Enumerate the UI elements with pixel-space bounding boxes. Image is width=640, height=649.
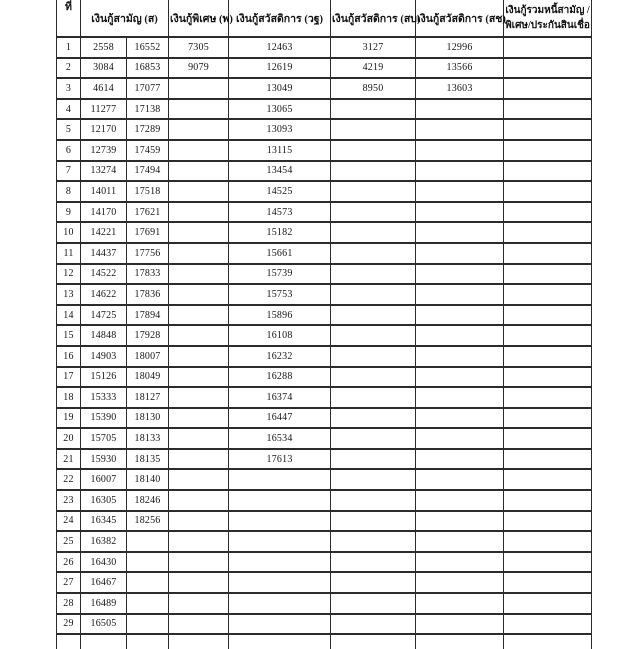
cell-sawatdikan_sc: 13566: [416, 58, 504, 79]
cell-sawatdikan_sc: [416, 264, 504, 285]
cell-piset: [169, 99, 229, 120]
cell-ruam: [504, 264, 592, 285]
table-row: [57, 202, 592, 223]
cell-no: 26: [57, 552, 81, 573]
header-row: [57, 0, 592, 37]
cell-samanya_a: 14725: [81, 305, 127, 326]
cell-sawatdikan_sb: [331, 572, 416, 593]
cell-sawatdikan_sb: [331, 408, 416, 429]
cell-samanya_b: 18246: [127, 490, 169, 511]
cell-sawatdikan_sb: [331, 181, 416, 202]
cell-sawatdikan_sb: [331, 99, 416, 120]
col-header-no: [57, 0, 81, 37]
cell-ruam: [504, 552, 592, 573]
cell-sawatdikan_sc: [416, 284, 504, 305]
cell-piset: 9079: [169, 58, 229, 79]
col-header-samanya: เงินกู้สามัญ (ส): [81, 0, 169, 37]
cell-no: 9: [57, 202, 81, 223]
cell-no: 17: [57, 367, 81, 388]
cell-samanya_a: 2558: [81, 37, 127, 58]
cell-sawatdikan_wt: 12619: [229, 58, 331, 79]
cell-samanya_b: [127, 531, 169, 552]
cell-no: 8: [57, 181, 81, 202]
cell-sawatdikan_wt: 13049: [229, 78, 331, 99]
cell-sawatdikan_sc: [416, 469, 504, 490]
cell-samanya_b: 18007: [127, 346, 169, 367]
col-header-piset: เงินกู้พิเศษ (พ): [169, 0, 229, 37]
cell-piset: [169, 511, 229, 532]
cell-sawatdikan_sb: [331, 140, 416, 161]
col-header-no-label: ที่: [65, 1, 72, 13]
cell-samanya_a: 16467: [81, 572, 127, 593]
cell-samanya_b: 17621: [127, 202, 169, 223]
table-row: [57, 408, 592, 429]
cell-sawatdikan_sb: [331, 346, 416, 367]
cell-sawatdikan_sb: [331, 367, 416, 388]
cell-samanya_b: 18256: [127, 511, 169, 532]
cell-piset: [169, 222, 229, 243]
table-row: [57, 490, 592, 511]
cell-no: 21: [57, 449, 81, 470]
cell-samanya_b: 16552: [127, 37, 169, 58]
cell-ruam: [504, 428, 592, 449]
table-row: [57, 78, 592, 99]
cell-piset: [169, 202, 229, 223]
cell-sawatdikan_sc: [416, 572, 504, 593]
cell-ruam: [504, 511, 592, 532]
cell-piset: [169, 428, 229, 449]
cell-samanya_a: 16505: [81, 614, 127, 635]
cell-no: 20: [57, 428, 81, 449]
cell-sawatdikan_sb: [331, 593, 416, 614]
cell-samanya_a: 16305: [81, 490, 127, 511]
cell-sawatdikan_sc: [416, 511, 504, 532]
cell-sawatdikan_sb: [331, 202, 416, 223]
cell-samanya_b: 17756: [127, 243, 169, 264]
cell-sawatdikan_sc: [416, 325, 504, 346]
cell-sawatdikan_sb: [331, 490, 416, 511]
cell-samanya_b: 17077: [127, 78, 169, 99]
table-row: [57, 387, 592, 408]
cell-piset: [169, 264, 229, 285]
cell-samanya_a: 16345: [81, 511, 127, 532]
cell-sawatdikan_sc: [416, 140, 504, 161]
cell-sawatdikan_wt: [229, 552, 331, 573]
cell-sawatdikan_wt: 13093: [229, 119, 331, 140]
cell-ruam: [504, 58, 592, 79]
cell-samanya_a: 14848: [81, 325, 127, 346]
cell-piset: [169, 305, 229, 326]
cell-samanya_a: 4614: [81, 78, 127, 99]
table-row: [57, 325, 592, 346]
cell-no: 5: [57, 119, 81, 140]
cell-sawatdikan_wt: [229, 593, 331, 614]
cell-sawatdikan_wt: 15896: [229, 305, 331, 326]
cell-no: 24: [57, 511, 81, 532]
cell-sawatdikan_wt: 17613: [229, 449, 331, 470]
table-row: [57, 264, 592, 285]
cell-ruam: [504, 490, 592, 511]
cell-sawatdikan_wt: [229, 572, 331, 593]
cell-sawatdikan_sb: [331, 119, 416, 140]
cell-piset: [169, 469, 229, 490]
cell-sawatdikan_wt: 13454: [229, 161, 331, 182]
cell-sawatdikan_sc: 12996: [416, 37, 504, 58]
cell-samanya_a: 15930: [81, 449, 127, 470]
cell-sawatdikan_sb: 3127: [331, 37, 416, 58]
cell-sawatdikan_sb: [331, 264, 416, 285]
loan-table: [56, 0, 592, 649]
cell-no: 13: [57, 284, 81, 305]
table-body: [57, 37, 592, 634]
cell-no: 16: [57, 346, 81, 367]
table-row: [57, 119, 592, 140]
cell-no: 23: [57, 490, 81, 511]
table-row: [57, 531, 592, 552]
cell-sawatdikan_sb: [331, 449, 416, 470]
cell-sawatdikan_sb: 4219: [331, 58, 416, 79]
cell-sawatdikan_wt: [229, 531, 331, 552]
cell-samanya_a: 15390: [81, 408, 127, 429]
cell-ruam: [504, 531, 592, 552]
table-body-partial: [57, 634, 592, 649]
cell-sawatdikan_sb: [331, 511, 416, 532]
cell-sawatdikan_sc: [416, 552, 504, 573]
cell-samanya_b: [127, 552, 169, 573]
table-row: [57, 284, 592, 305]
cell-sawatdikan_sc: [416, 99, 504, 120]
col-header-ruam: [504, 0, 592, 37]
cell-sawatdikan_sc: [416, 243, 504, 264]
cell-no: 29: [57, 614, 81, 635]
cell-samanya_a: 14522: [81, 264, 127, 285]
cell-no: 12: [57, 264, 81, 285]
cell-ruam: [504, 78, 592, 99]
cell-no: 11: [57, 243, 81, 264]
table-row: [57, 552, 592, 573]
cell-piset: [169, 593, 229, 614]
cell-samanya_a: 15705: [81, 428, 127, 449]
cell-piset: [169, 181, 229, 202]
cell-no: 1: [57, 37, 81, 58]
cell-sawatdikan_sb: [331, 284, 416, 305]
cell-sawatdikan_wt: 15661: [229, 243, 331, 264]
cell-samanya_b: 18049: [127, 367, 169, 388]
cell-samanya_a: 14221: [81, 222, 127, 243]
cell-samanya_a: 14903: [81, 346, 127, 367]
cell-sawatdikan_wt: 16534: [229, 428, 331, 449]
cell-ruam: [504, 614, 592, 635]
cell-sawatdikan_sc: [416, 305, 504, 326]
cell-samanya_a: 11277: [81, 99, 127, 120]
cell-samanya_a: 13274: [81, 161, 127, 182]
cell-sawatdikan_wt: 14573: [229, 202, 331, 223]
cell-piset: [169, 552, 229, 573]
cell-no: 3: [57, 78, 81, 99]
cell-samanya_a: 15333: [81, 387, 127, 408]
cell-sawatdikan_wt: 12463: [229, 37, 331, 58]
cell-no: 28: [57, 593, 81, 614]
cell-samanya_b: 18130: [127, 408, 169, 429]
cell-samanya_b: 18127: [127, 387, 169, 408]
cell-ruam: [504, 181, 592, 202]
cell-piset: [169, 346, 229, 367]
cell-sawatdikan_wt: 15182: [229, 222, 331, 243]
cell-ruam: [504, 449, 592, 470]
cell-samanya_a: 3084: [81, 58, 127, 79]
cell-piset: [169, 161, 229, 182]
cell-piset: [169, 367, 229, 388]
cell-piset: [169, 284, 229, 305]
col-header-sawatdikan-sc: เงินกู้สวัสดิการ (สช): [416, 0, 504, 37]
cell-no: 19: [57, 408, 81, 429]
table-row: [57, 37, 592, 58]
cell-samanya_a: 14622: [81, 284, 127, 305]
table-row: [57, 346, 592, 367]
cell-sawatdikan_sb: [331, 222, 416, 243]
cell-samanya_b: 18133: [127, 428, 169, 449]
cell-ruam: [504, 408, 592, 429]
col-header-ruam-line1: เงินกู้รวมหนี้สามัญ /: [505, 4, 590, 16]
cell-sawatdikan_sb: [331, 469, 416, 490]
cell-piset: [169, 140, 229, 161]
table-row: [57, 305, 592, 326]
cell-samanya_b: 17833: [127, 264, 169, 285]
cell-ruam: [504, 222, 592, 243]
cell-sawatdikan_wt: [229, 511, 331, 532]
cell-ruam: [504, 593, 592, 614]
table-row: [57, 367, 592, 388]
cell-samanya_b: 17836: [127, 284, 169, 305]
table-row: [57, 181, 592, 202]
cell-ruam: [504, 325, 592, 346]
cell-sawatdikan_sb: [331, 531, 416, 552]
cell-sawatdikan_wt: 16232: [229, 346, 331, 367]
cell-ruam: [504, 37, 592, 58]
cell-ruam: [504, 387, 592, 408]
cell-no: 2: [57, 58, 81, 79]
cell-sawatdikan_wt: [229, 490, 331, 511]
cell-piset: [169, 614, 229, 635]
cell-sawatdikan_sb: [331, 552, 416, 573]
cell-samanya_a: 14437: [81, 243, 127, 264]
cell-sawatdikan_sc: [416, 202, 504, 223]
cell-no: 7: [57, 161, 81, 182]
table-row: [57, 222, 592, 243]
table-row: [57, 469, 592, 490]
table-row: [57, 140, 592, 161]
cell-samanya_b: 17459: [127, 140, 169, 161]
cell-sawatdikan_sc: 13603: [416, 78, 504, 99]
table-row: [57, 572, 592, 593]
cell-ruam: [504, 346, 592, 367]
cell-piset: [169, 325, 229, 346]
cell-samanya_b: [127, 614, 169, 635]
cell-samanya_a: 16007: [81, 469, 127, 490]
cell-sawatdikan_sc: [416, 222, 504, 243]
cell-sawatdikan_wt: 16108: [229, 325, 331, 346]
cell-sawatdikan_sb: [331, 325, 416, 346]
cell-sawatdikan_wt: 16288: [229, 367, 331, 388]
cell-piset: [169, 119, 229, 140]
cell-sawatdikan_sb: 8950: [331, 78, 416, 99]
cell-samanya_b: 17894: [127, 305, 169, 326]
cell-ruam: [504, 161, 592, 182]
cell-sawatdikan_wt: 15739: [229, 264, 331, 285]
cell-sawatdikan_sc: [416, 181, 504, 202]
cell-sawatdikan_sb: [331, 614, 416, 635]
cell-sawatdikan_sb: [331, 243, 416, 264]
cell-ruam: [504, 572, 592, 593]
col-header-sawatdikan-wt: เงินกู้สวัสดิการ (วฐ): [229, 0, 331, 37]
cell-samanya_b: 16853: [127, 58, 169, 79]
cell-piset: 7305: [169, 37, 229, 58]
cell-piset: [169, 387, 229, 408]
table-row-partial: [57, 634, 592, 649]
cell-samanya_a: 14011: [81, 181, 127, 202]
cell-samanya_a: 16430: [81, 552, 127, 573]
cell-sawatdikan_wt: 13065: [229, 99, 331, 120]
cell-samanya_a: 16489: [81, 593, 127, 614]
cell-sawatdikan_wt: 13115: [229, 140, 331, 161]
cell-no: 27: [57, 572, 81, 593]
cell-piset: [169, 531, 229, 552]
cell-sawatdikan_sc: [416, 387, 504, 408]
table-row: [57, 428, 592, 449]
cell-sawatdikan_sc: [416, 119, 504, 140]
cell-sawatdikan_sc: [416, 490, 504, 511]
document-page: [56, 0, 592, 649]
table-row: [57, 99, 592, 120]
cell-samanya_a: 15126: [81, 367, 127, 388]
cell-samanya_b: 17928: [127, 325, 169, 346]
cell-samanya_a: 14170: [81, 202, 127, 223]
cell-ruam: [504, 243, 592, 264]
table-row: [57, 243, 592, 264]
cell-samanya_b: 18140: [127, 469, 169, 490]
cell-piset: [169, 449, 229, 470]
cell-sawatdikan_sc: [416, 367, 504, 388]
cell-sawatdikan_sc: [416, 531, 504, 552]
cell-samanya_b: 17691: [127, 222, 169, 243]
cell-sawatdikan_sb: [331, 161, 416, 182]
cell-no: 6: [57, 140, 81, 161]
cell-piset: [169, 243, 229, 264]
cell-no: 22: [57, 469, 81, 490]
cell-no: 14: [57, 305, 81, 326]
cell-ruam: [504, 99, 592, 120]
table-row: [57, 449, 592, 470]
cell-piset: [169, 408, 229, 429]
cell-sawatdikan_sb: [331, 428, 416, 449]
cell-no: 25: [57, 531, 81, 552]
cell-samanya_b: [127, 572, 169, 593]
cell-piset: [169, 78, 229, 99]
cell-ruam: [504, 367, 592, 388]
cell-sawatdikan_sb: [331, 387, 416, 408]
cell-sawatdikan_sc: [416, 346, 504, 367]
cell-samanya_b: 17289: [127, 119, 169, 140]
cell-sawatdikan_sc: [416, 161, 504, 182]
cell-samanya_a: 12739: [81, 140, 127, 161]
cell-ruam: [504, 140, 592, 161]
cell-sawatdikan_sc: [416, 449, 504, 470]
cell-ruam: [504, 119, 592, 140]
table-row: [57, 58, 592, 79]
cell-ruam: [504, 469, 592, 490]
cell-ruam: [504, 305, 592, 326]
cell-piset: [169, 572, 229, 593]
table-row: [57, 511, 592, 532]
cell-no: 10: [57, 222, 81, 243]
cell-sawatdikan_wt: 15753: [229, 284, 331, 305]
cell-sawatdikan_wt: 16447: [229, 408, 331, 429]
col-header-ruam-line2: พิเศษ/ประกันสินเชื่อ: [505, 20, 590, 31]
cell-sawatdikan_sc: [416, 428, 504, 449]
cell-sawatdikan_wt: [229, 614, 331, 635]
cell-samanya_a: 12170: [81, 119, 127, 140]
cell-ruam: [504, 202, 592, 223]
table-row: [57, 593, 592, 614]
cell-samanya_b: 18135: [127, 449, 169, 470]
col-header-sawatdikan-sb: เงินกู้สวัสดิการ (สบ): [331, 0, 416, 37]
cell-samanya_a: 16382: [81, 531, 127, 552]
cell-no: 15: [57, 325, 81, 346]
cell-ruam: [504, 284, 592, 305]
cell-no: 18: [57, 387, 81, 408]
cell-sawatdikan_sc: [416, 408, 504, 429]
table-row: [57, 161, 592, 182]
cell-samanya_b: 17138: [127, 99, 169, 120]
cell-sawatdikan_sb: [331, 305, 416, 326]
cell-no: 4: [57, 99, 81, 120]
cell-sawatdikan_wt: 14525: [229, 181, 331, 202]
cell-sawatdikan_sc: [416, 593, 504, 614]
cell-samanya_b: 17494: [127, 161, 169, 182]
cell-piset: [169, 490, 229, 511]
cell-sawatdikan_wt: [229, 469, 331, 490]
cell-sawatdikan_wt: 16374: [229, 387, 331, 408]
cell-sawatdikan_sc: [416, 614, 504, 635]
cell-samanya_b: [127, 593, 169, 614]
cell-samanya_b: 17518: [127, 181, 169, 202]
table-row: [57, 614, 592, 635]
